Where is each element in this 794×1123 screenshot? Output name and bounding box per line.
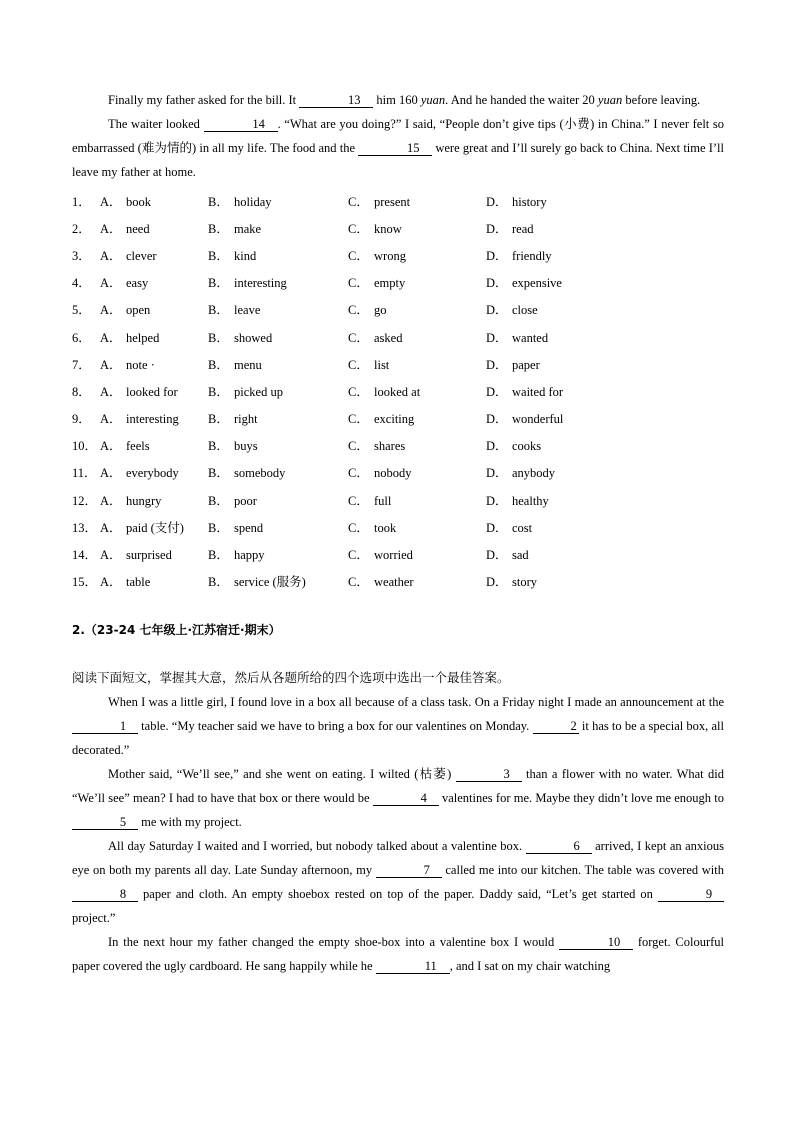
- text: were great and I’ll surely go back to China. Next time I’ll leave my father at home.: [72, 141, 724, 179]
- option-row: [72, 214, 724, 241]
- italic-word: yuan: [597, 93, 623, 107]
- option-letter: D．: [486, 357, 508, 372]
- option-text: exciting: [374, 412, 415, 427]
- text: him 160: [373, 93, 421, 107]
- option-letter: D．: [486, 493, 508, 508]
- question-number: 8．: [72, 384, 91, 399]
- option-text: leave: [234, 303, 261, 318]
- option-letter: A．: [100, 221, 122, 236]
- option-letter: C．: [348, 384, 369, 399]
- text: than a flower with no water. What did “We’ll see” mean? I had to have that box or there would be: [72, 766, 724, 805]
- text: The waiter looked: [108, 117, 204, 131]
- option-text: waited for: [512, 384, 564, 399]
- option-letter: A．: [100, 439, 122, 454]
- option-letter: D．: [486, 330, 508, 345]
- option-text: nobody: [374, 466, 412, 481]
- option-d: [486, 328, 606, 346]
- option-text: feels: [126, 439, 150, 454]
- option-c: [348, 572, 486, 590]
- option-text: somebody: [234, 466, 286, 481]
- option-a: [100, 409, 208, 427]
- option-letter: A．: [100, 384, 122, 399]
- option-letter: A．: [100, 276, 122, 291]
- option-text: everybody: [126, 466, 179, 481]
- option-b: [208, 382, 348, 400]
- option-letter: C．: [348, 330, 369, 345]
- text: Finally my father asked for the bill. It: [108, 93, 300, 107]
- option-letter: D．: [486, 466, 508, 481]
- option-a: [100, 355, 208, 373]
- question-number: 14．: [72, 548, 98, 563]
- option-a: [100, 491, 208, 509]
- blank-8: 8: [72, 887, 138, 902]
- option-letter: B．: [208, 330, 229, 345]
- question-number: 10．: [72, 439, 98, 454]
- option-text: empty: [374, 276, 406, 291]
- option-text: story: [512, 575, 537, 590]
- option-letter: A．: [100, 520, 122, 535]
- option-letter: C．: [348, 412, 369, 427]
- blank-11: 11: [376, 959, 450, 974]
- option-letter: A．: [100, 412, 122, 427]
- option-b: [208, 355, 348, 373]
- option-letter: B．: [208, 575, 229, 590]
- option-text: know: [374, 221, 402, 236]
- passage1-paragraph-1: [72, 88, 724, 112]
- option-b: [208, 219, 348, 237]
- option-a: [100, 518, 208, 536]
- option-text: present: [374, 194, 411, 209]
- option-d: [486, 436, 606, 454]
- option-a: [100, 328, 208, 346]
- option-letter: B．: [208, 357, 229, 372]
- option-a: [100, 572, 208, 590]
- option-letter: D．: [486, 439, 508, 454]
- option-row: [72, 296, 724, 323]
- option-a: [100, 300, 208, 318]
- blank-5: 5: [72, 815, 138, 830]
- option-text: note ·: [126, 357, 155, 372]
- option-text: showed: [234, 330, 273, 345]
- document-page: [72, 88, 724, 978]
- option-text: easy: [126, 276, 149, 291]
- option-b: [208, 572, 348, 590]
- option-b: [208, 436, 348, 454]
- option-text: table: [126, 575, 151, 590]
- option-text: sad: [512, 548, 529, 563]
- option-text: buys: [234, 439, 258, 454]
- option-letter: C．: [348, 548, 369, 563]
- option-text: friendly: [512, 248, 552, 263]
- option-text: anybody: [512, 466, 556, 481]
- option-text: need: [126, 221, 150, 236]
- option-a: [100, 246, 208, 264]
- option-text: helped: [126, 330, 160, 345]
- question-number: 13．: [72, 520, 98, 535]
- option-text: menu: [234, 357, 262, 372]
- option-letter: D．: [486, 221, 508, 236]
- option-letter: B．: [208, 384, 229, 399]
- option-text: history: [512, 194, 547, 209]
- option-text: interesting: [126, 412, 179, 427]
- option-a: [100, 273, 208, 291]
- option-row: [72, 269, 724, 296]
- option-letter: B．: [208, 248, 229, 263]
- option-text: read: [512, 221, 534, 236]
- option-b: [208, 545, 348, 563]
- option-letter: B．: [208, 493, 229, 508]
- option-letter: D．: [486, 520, 508, 535]
- option-text: clever: [126, 248, 157, 263]
- blank-6: 6: [526, 839, 592, 854]
- blank-13: 13: [299, 93, 373, 108]
- option-c: [348, 273, 486, 291]
- option-b: [208, 328, 348, 346]
- passage2-paragraph-3: [72, 834, 724, 930]
- option-text: cooks: [512, 439, 542, 454]
- option-text: picked up: [234, 384, 283, 399]
- option-letter: D．: [486, 575, 508, 590]
- question-number: 9．: [72, 412, 91, 427]
- option-b: [208, 246, 348, 264]
- option-text: happy: [234, 548, 265, 563]
- option-a: [100, 436, 208, 454]
- option-c: [348, 192, 486, 210]
- option-letter: D．: [486, 412, 508, 427]
- option-letter: B．: [208, 303, 229, 318]
- option-text: holiday: [234, 194, 272, 209]
- question-number: 1．: [72, 194, 91, 209]
- option-text: surprised: [126, 548, 172, 563]
- option-letter: B．: [208, 194, 229, 209]
- option-b: [208, 300, 348, 318]
- option-text: looked at: [374, 384, 421, 399]
- option-text: expensive: [512, 276, 562, 291]
- option-text: wrong: [374, 248, 406, 263]
- option-c: [348, 463, 486, 481]
- option-text: paper: [512, 357, 540, 372]
- text: . And he handed the waiter 20: [445, 93, 598, 107]
- text: When I was a little girl, I found love in a box all because of a class task. On a Friday night I made an announcement at the: [108, 694, 724, 709]
- text: In the next hour my father changed the empty shoe-box into a valentine box I would: [108, 934, 560, 949]
- option-row: [72, 540, 724, 567]
- passage2-paragraph-1: [72, 690, 724, 762]
- text: project.”: [72, 910, 116, 925]
- blank-9: 9: [658, 887, 724, 902]
- blank-14: 14: [204, 117, 278, 132]
- option-row: [72, 323, 724, 350]
- option-letter: A．: [100, 330, 122, 345]
- question-number: 2．: [72, 221, 91, 236]
- blank-1: 1: [72, 719, 138, 734]
- option-d: [486, 192, 606, 210]
- text: me with my project.: [138, 814, 242, 829]
- option-letter: B．: [208, 520, 229, 535]
- text: before leaving.: [622, 93, 701, 107]
- option-letter: B．: [208, 276, 229, 291]
- option-text: open: [126, 303, 151, 318]
- option-text: close: [512, 303, 538, 318]
- question-number: 15．: [72, 575, 98, 590]
- options-list: [72, 187, 724, 595]
- passage2-paragraph-2: [72, 762, 724, 834]
- blank-7: 7: [376, 863, 442, 878]
- text: table. “My teacher said we have to bring a box for our valentines on Monday.: [138, 718, 533, 733]
- option-letter: B．: [208, 548, 229, 563]
- option-b: [208, 518, 348, 536]
- option-d: [486, 409, 606, 427]
- option-text: go: [374, 303, 387, 318]
- option-text: wanted: [512, 330, 549, 345]
- text: arrived, I kept an anxious eye on both my parents all day. Late Sunday afternoon, my: [72, 838, 724, 877]
- italic-word: yuan: [420, 93, 446, 107]
- option-text: paid (支付): [126, 520, 184, 535]
- option-c: [348, 436, 486, 454]
- option-row: [72, 377, 724, 404]
- option-row: [72, 241, 724, 268]
- option-text: interesting: [234, 276, 287, 291]
- option-text: list: [374, 357, 390, 372]
- option-letter: A．: [100, 248, 122, 263]
- option-d: [486, 273, 606, 291]
- option-text: took: [374, 520, 397, 535]
- option-c: [348, 328, 486, 346]
- option-b: [208, 409, 348, 427]
- question-2-heading: 2.（23-24 七年级上·江苏宿迁·期末）: [72, 622, 281, 637]
- option-text: service (服务): [234, 575, 306, 590]
- option-d: [486, 355, 606, 373]
- option-text: spend: [234, 520, 264, 535]
- option-d: [486, 518, 606, 536]
- option-a: [100, 545, 208, 563]
- option-letter: D．: [486, 194, 508, 209]
- option-d: [486, 300, 606, 318]
- option-letter: C．: [348, 194, 369, 209]
- blank-3: 3: [456, 767, 522, 782]
- text: , and I sat on my chair watching: [449, 958, 611, 973]
- option-d: [486, 572, 606, 590]
- option-d: [486, 382, 606, 400]
- option-c: [348, 518, 486, 536]
- passage1-paragraph-2: [72, 112, 724, 184]
- text: All day Saturday I waited and I worried, but nobody talked about a valentine box.: [108, 838, 526, 853]
- option-text: kind: [234, 248, 257, 263]
- question-2-instruction: 阅读下面短文，掌握其大意，然后从各题所给的四个选项中选出一个最佳答案。: [72, 669, 510, 685]
- option-text: full: [374, 493, 392, 508]
- text: valentines for me. Maybe they didn’t love me enough to: [438, 790, 725, 805]
- option-letter: A．: [100, 303, 122, 318]
- option-a: [100, 219, 208, 237]
- option-text: shares: [374, 439, 406, 454]
- option-row: [72, 432, 724, 459]
- option-d: [486, 545, 606, 563]
- option-letter: A．: [100, 575, 122, 590]
- question-number: 11．: [72, 466, 97, 481]
- option-letter: C．: [348, 303, 369, 318]
- option-text: weather: [374, 575, 414, 590]
- blank-15: 15: [358, 141, 432, 156]
- blank-4: 4: [373, 791, 439, 806]
- text: . “What are you doing?” I said, “People don’t give tips (小费) in China.” I never felt so embarrassed (难为情的) in all my life. The food and the: [72, 117, 724, 155]
- option-text: right: [234, 412, 258, 427]
- option-a: [100, 382, 208, 400]
- option-c: [348, 300, 486, 318]
- option-letter: C．: [348, 439, 369, 454]
- option-row: [72, 513, 724, 540]
- option-b: [208, 491, 348, 509]
- option-row: [72, 568, 724, 595]
- option-c: [348, 382, 486, 400]
- option-c: [348, 355, 486, 373]
- option-text: hungry: [126, 493, 162, 508]
- option-text: make: [234, 221, 262, 236]
- question-number: 12．: [72, 493, 98, 508]
- option-letter: C．: [348, 466, 369, 481]
- option-c: [348, 246, 486, 264]
- option-d: [486, 463, 606, 481]
- option-letter: B．: [208, 439, 229, 454]
- option-row: [72, 459, 724, 486]
- text: Mother said, “We’ll see,” and she went on eating. I wilted (枯萎): [108, 766, 456, 781]
- text: called me into our kitchen. The table was covered with: [441, 862, 724, 877]
- option-letter: A．: [100, 548, 122, 563]
- option-letter: A．: [100, 357, 122, 372]
- option-letter: C．: [348, 248, 369, 263]
- option-b: [208, 192, 348, 210]
- text: it has to be a special box, all decorated.”: [72, 718, 724, 757]
- option-letter: D．: [486, 276, 508, 291]
- question-number: 6．: [72, 330, 91, 345]
- option-text: wonderful: [512, 412, 564, 427]
- option-letter: C．: [348, 520, 369, 535]
- option-c: [348, 491, 486, 509]
- option-letter: D．: [486, 303, 508, 318]
- option-c: [348, 219, 486, 237]
- option-letter: B．: [208, 466, 229, 481]
- question-number: 7．: [72, 357, 91, 372]
- option-letter: C．: [348, 493, 369, 508]
- option-b: [208, 273, 348, 291]
- option-c: [348, 545, 486, 563]
- option-letter: D．: [486, 548, 508, 563]
- option-text: asked: [374, 330, 403, 345]
- option-d: [486, 219, 606, 237]
- option-text: poor: [234, 493, 257, 508]
- question-number: 4．: [72, 276, 91, 291]
- option-letter: B．: [208, 412, 229, 427]
- option-text: cost: [512, 520, 533, 535]
- option-letter: C．: [348, 221, 369, 236]
- option-b: [208, 463, 348, 481]
- option-row: [72, 187, 724, 214]
- option-text: healthy: [512, 493, 549, 508]
- option-letter: B．: [208, 221, 229, 236]
- question-number: 5．: [72, 303, 91, 318]
- text: forget. Colourful paper covered the ugly cardboard. He sang happily while he: [72, 934, 724, 973]
- option-text: worried: [374, 548, 413, 563]
- blank-2: 2: [533, 719, 579, 734]
- option-row: [72, 405, 724, 432]
- option-a: [100, 192, 208, 210]
- option-letter: C．: [348, 575, 369, 590]
- option-row: [72, 486, 724, 513]
- option-letter: D．: [486, 248, 508, 263]
- option-c: [348, 409, 486, 427]
- option-d: [486, 246, 606, 264]
- option-letter: A．: [100, 194, 122, 209]
- option-letter: A．: [100, 466, 122, 481]
- passage2-paragraph-4: [72, 930, 724, 978]
- option-a: [100, 463, 208, 481]
- option-text: book: [126, 194, 151, 209]
- option-row: [72, 350, 724, 377]
- option-d: [486, 491, 606, 509]
- option-letter: A．: [100, 493, 122, 508]
- question-number: 3．: [72, 248, 91, 263]
- option-text: looked for: [126, 384, 178, 399]
- option-letter: C．: [348, 357, 369, 372]
- text: paper and cloth. An empty shoebox rested on top of the paper. Daddy said, “Let’s get started on: [138, 886, 658, 901]
- blank-10: 10: [559, 935, 633, 950]
- option-letter: D．: [486, 384, 508, 399]
- option-letter: C．: [348, 276, 369, 291]
